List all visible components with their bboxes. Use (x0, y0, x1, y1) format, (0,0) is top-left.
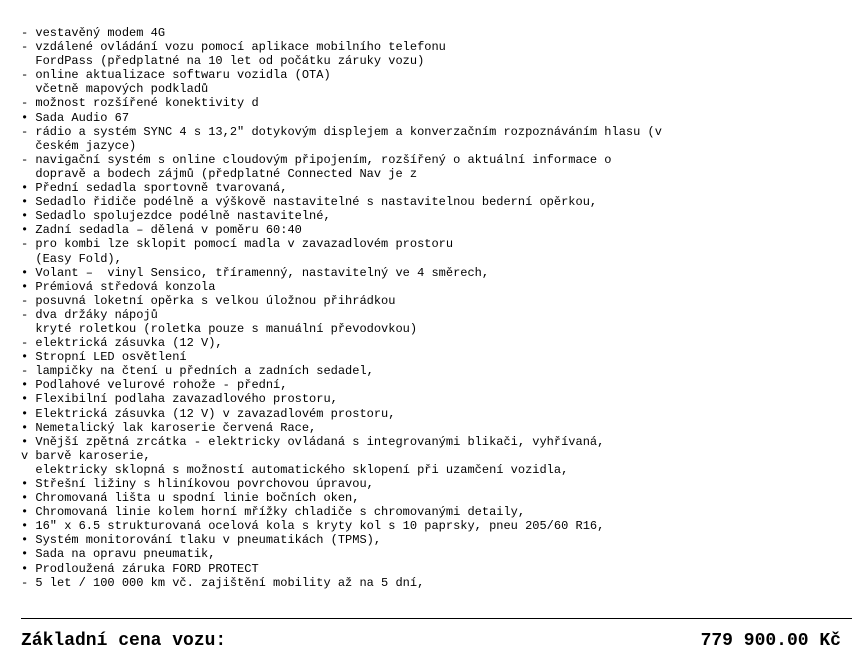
feature-line: • Elektrická zásuvka (12 V) v zavazadlovém prostoru, (21, 406, 396, 421)
feature-line: - vestavěný modem 4G (21, 26, 166, 40)
feature-line: - elektrická zásuvka (12 V), (21, 336, 223, 351)
feature-line: • Vnější zpětná zrcátka - elektricky ovládaná s integrovanými blikači, vyhřívaná, (21, 434, 605, 449)
divider-line (21, 618, 852, 619)
feature-line: • Systém monitorování tlaku v pneumatikách (TPMS), (21, 533, 382, 548)
feature-line: • Volant – vinyl Sensico, tříramenný, nastavitelný ve 4 směrech, (21, 265, 490, 280)
feature-line: • Chromovaná linie kolem horní mřížky chladiče s chromovanými detaily, (21, 505, 526, 520)
feature-line: - vzdálené ovládání vozu pomocí aplikace mobilního telefonu (21, 40, 446, 55)
feature-line: - lampičky na čtení u předních a zadních sedadel, (21, 364, 374, 379)
feature-line: - pro kombi lze sklopit pomocí madla v zavazadlovém prostoru (21, 237, 454, 252)
feature-line: - 5 let / 100 000 km vč. zajištění mobility až na 5 dní, (21, 575, 425, 590)
feature-line: - možnost rozšířené konektivity d (21, 96, 259, 111)
feature-line: dopravě a bodech zájmů (předplatné Connected Nav je z (21, 166, 418, 181)
feature-line: • Sedadlo spolujezdce podélně nastavitelné, (21, 209, 331, 224)
feature-line: • Zadní sedadla – dělená v poměru 60:40 (21, 223, 302, 238)
feature-line: • Sedadlo řidiče podélně a výškově nastavitelné s nastavitelnou bederní opěrkou, (21, 195, 598, 210)
base-price-value: 779 900.00 Kč (700, 631, 841, 651)
feature-line: • Prodloužená záruka FORD PROTECT (21, 561, 259, 576)
feature-line: • Sada na opravu pneumatik, (21, 547, 216, 562)
feature-line: • Přední sedadla sportovně tvarovaná, (21, 181, 288, 196)
feature-line: - navigační systém s online cloudovým připojením, rozšířený o aktuální informace o (21, 152, 612, 167)
feature-line: (Easy Fold), (21, 251, 122, 266)
feature-list (21, 26, 846, 590)
feature-line: • Nemetalický lak karoserie červená Race, (21, 420, 317, 435)
feature-line: • Chromovaná lišta u spodní linie bočních oken, (21, 491, 360, 506)
feature-line: - rádio a systém SYNC 4 s 13,2" dotykovým displejem a konverzačním rozpoznáváním hlasu (v (21, 124, 662, 139)
feature-line: • 16" x 6.5 strukturovaná ocelová kola s kryty kol s 10 paprsky, pneu 205/60 R16, (21, 519, 605, 534)
feature-line: • Flexibilní podlaha zavazadlového prostoru, (21, 392, 338, 407)
feature-line: FordPass (předplatné na 10 let od počátku záruky vozu) (21, 54, 425, 69)
price-row (21, 630, 841, 652)
feature-line: kryté roletkou (roletka pouze s manuální převodovkou) (21, 321, 418, 336)
feature-line: • Stropní LED osvětlení (21, 350, 187, 365)
feature-line: českém jazyce) (21, 138, 137, 153)
feature-line: elektricky sklopná s možností automatického sklopení při uzamčení vozidla, (21, 462, 569, 477)
feature-line: • Sada Audio 67 (21, 110, 130, 125)
feature-line: • Podlahové velurové rohože - přední, (21, 378, 288, 393)
feature-line: • Střešní ližiny s hliníkovou povrchovou úpravou, (21, 477, 374, 491)
feature-line: v barvě karoserie, (21, 448, 151, 463)
feature-line: - online aktualizace softwaru vozidla (OTA) (21, 68, 331, 83)
feature-line: • Prémiová středová konzola (21, 279, 216, 294)
feature-line: - dva držáky nápojů (21, 307, 158, 322)
feature-line: včetně mapových podkladů (21, 82, 209, 97)
base-price-label: Základní cena vozu: (21, 631, 227, 651)
feature-line: - posuvná loketní opěrka s velkou úložnou přihrádkou (21, 293, 396, 308)
